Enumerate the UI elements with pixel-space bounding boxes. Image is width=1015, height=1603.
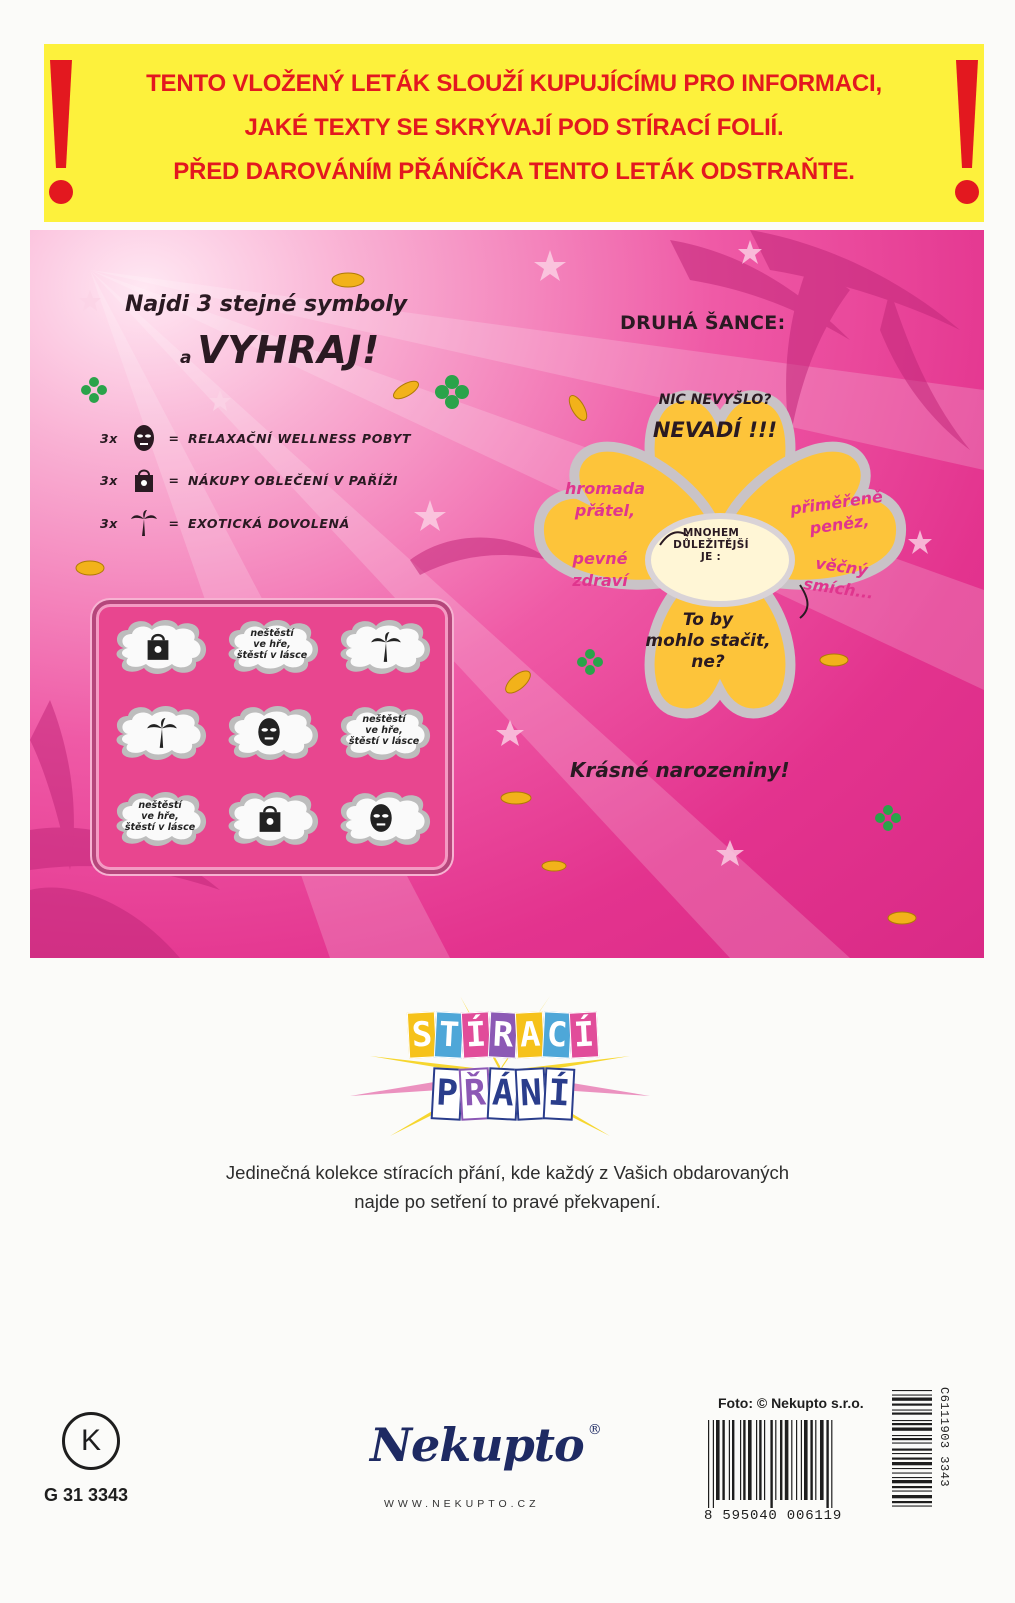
clover-center-line-1: MNOHEM: [682, 527, 740, 539]
barcode-icon: [704, 1420, 880, 1508]
shopping-bag-icon: [257, 803, 287, 835]
photo-credit: Foto: © Nekupto s.r.o.: [718, 1395, 864, 1411]
scratch-board: [92, 600, 452, 874]
game-title: Najdi 3 stejné symboly: [125, 292, 408, 317]
scratch-cell: [336, 618, 432, 676]
clover-left-line-2: přátel,: [574, 501, 636, 520]
scratch-cell: [336, 790, 432, 848]
clover-right-line-2: peněz,: [808, 510, 871, 538]
logo-letter: P: [431, 1067, 464, 1120]
vertical-code-text: C6111903 3343: [937, 1387, 951, 1488]
rule-row: [100, 465, 398, 495]
scratch-cell-text: [112, 800, 208, 833]
rule-prize: NÁKUPY OBLEČENÍ V PAŘÍŽI: [188, 472, 399, 488]
face-mask-icon: [369, 803, 399, 835]
scratch-cell: [336, 704, 432, 762]
second-chance-title: DRUHÁ ŠANCE:: [620, 312, 786, 334]
logo-letter: Í: [569, 1011, 599, 1058]
rule-equals: =: [168, 472, 180, 488]
shopping-bag-icon: [128, 465, 160, 495]
description-line-2: najde po setření to pravé překvapení.: [354, 1191, 661, 1212]
clover-left-line-1: hromada: [565, 479, 645, 498]
brand-logo: [370, 1418, 601, 1472]
logo-letter: Í: [461, 1011, 491, 1058]
logo-letter: Á: [487, 1067, 520, 1120]
scratch-cell-text-line: ve hře,: [365, 725, 403, 736]
scratch-cell: [112, 790, 208, 848]
scratch-cell: [112, 704, 208, 762]
clover-center-line-2: DŮLEŽITĚJŠÍ: [673, 539, 749, 551]
rule-prize: EXOTICKÁ DOVOLENÁ: [188, 515, 350, 531]
scratch-cell-text-line: štěstí v lásce: [236, 650, 308, 661]
clover-bottom-line-1: To by: [682, 610, 734, 630]
ean-number: 8 595040 006119: [704, 1508, 843, 1524]
clover-right-line-3: věčný: [814, 553, 869, 580]
rule-prize: RELAXAČNÍ WELLNESS POBYT: [188, 430, 412, 446]
notice-banner: [44, 44, 984, 222]
vertical-barcode-icon: [892, 1388, 932, 1544]
clover-top-line-1: NIC NEVYŠLO?: [658, 392, 772, 408]
brand-name: Nekupto: [370, 1418, 584, 1472]
scratch-cell-text-line: neštěstí: [138, 800, 182, 811]
rule-equals: =: [168, 430, 180, 446]
rule-multiplier: 3x: [100, 515, 118, 531]
clover-top-line-2: NEVADÍ !!!: [652, 418, 778, 442]
scratch-cell-text-line: ve hře,: [253, 639, 291, 650]
logo-letter: A: [515, 1011, 545, 1058]
vertical-code: [934, 1388, 954, 1544]
notice-line-3: PŘED DAROVÁNÍM PŘÁNÍČKA TENTO LETÁK ODSTRAŇTE.: [173, 158, 855, 185]
scratch-cell-text-line: štěstí v lásce: [348, 736, 420, 747]
registered-mark: ®: [587, 1422, 601, 1438]
logo-letter: N: [515, 1067, 548, 1120]
scratch-cell-text: [336, 714, 432, 747]
notice-line-1: TENTO VLOŽENÝ LETÁK SLOUŽÍ KUPUJÍCÍMU PRO INFORMACI,: [146, 70, 882, 97]
face-mask-icon: [257, 717, 287, 749]
face-mask-icon: [128, 423, 160, 453]
clover-left-line-4: zdraví: [572, 571, 628, 590]
collection-description: [0, 1158, 1015, 1216]
rule-equals: =: [168, 515, 180, 531]
logo-letter: S: [407, 1011, 437, 1058]
product-code: G 31 3343: [44, 1485, 129, 1505]
palm-tree-icon: [128, 508, 160, 538]
clover-left-text: [545, 478, 665, 522]
palm-tree-icon: [369, 631, 399, 663]
clover-right-line-1: přiměřeně: [788, 486, 884, 519]
logo-letter: R: [488, 1011, 518, 1058]
exclamation-icon: [46, 60, 76, 210]
scratch-cell: [224, 618, 320, 676]
logo-letter: C: [542, 1011, 572, 1058]
rule-multiplier: 3x: [100, 430, 118, 446]
website: WWW.NEKUPTO.CZ: [384, 1498, 540, 1510]
logo-letter: Í: [543, 1067, 576, 1120]
stiraci-prani-logo: [350, 996, 650, 1146]
logo-letter: Ř: [459, 1067, 492, 1120]
scratch-cell-text: [224, 628, 320, 661]
palm-tree-icon: [145, 717, 175, 749]
clover-bottom-line-3: ne?: [691, 652, 725, 672]
clover-left-text-2: [545, 548, 655, 592]
scratch-cell: [224, 790, 320, 848]
clover-center-text: [646, 527, 776, 563]
clover-left-line-3: pevné: [572, 549, 628, 568]
clover-bottom-text: [638, 610, 778, 673]
scratch-cell-text-line: štěstí v lásce: [124, 822, 196, 833]
rule-row: [100, 423, 411, 453]
k-mark-icon: K: [62, 1412, 120, 1470]
exclamation-icon: [952, 60, 982, 210]
scratch-cell-text-line: neštěstí: [250, 628, 294, 639]
birthday-greeting: Krásné narozeniny!: [570, 758, 790, 782]
scratch-card-preview: [30, 230, 984, 958]
clover-right-line-4: smích...: [802, 574, 875, 603]
game-subtitle: [180, 328, 380, 372]
description-line-1: Jedinečná kolekce stíracích přání, kde každý z Vašich obdarovaných: [225, 1162, 790, 1183]
rule-multiplier: 3x: [100, 472, 118, 488]
logo-letter: T: [434, 1011, 464, 1058]
scratch-cell: [112, 618, 208, 676]
scratch-cell: [224, 704, 320, 762]
game-subtitle-prefix: a: [180, 348, 192, 368]
shopping-bag-icon: [145, 631, 175, 663]
notice-line-2: JAKÉ TEXTY SE SKRÝVAJÍ POD STÍRACÍ FOLIÍ.: [244, 114, 784, 141]
scratch-cell-text-line: ve hře,: [141, 811, 179, 822]
scratch-cell-text-line: neštěstí: [362, 714, 406, 725]
clover-center-line-3: JE :: [700, 551, 722, 563]
clover-bottom-line-2: mohlo stačit,: [645, 631, 771, 651]
game-subtitle-big: VYHRAJ!: [197, 328, 380, 372]
rule-row: [100, 508, 350, 538]
